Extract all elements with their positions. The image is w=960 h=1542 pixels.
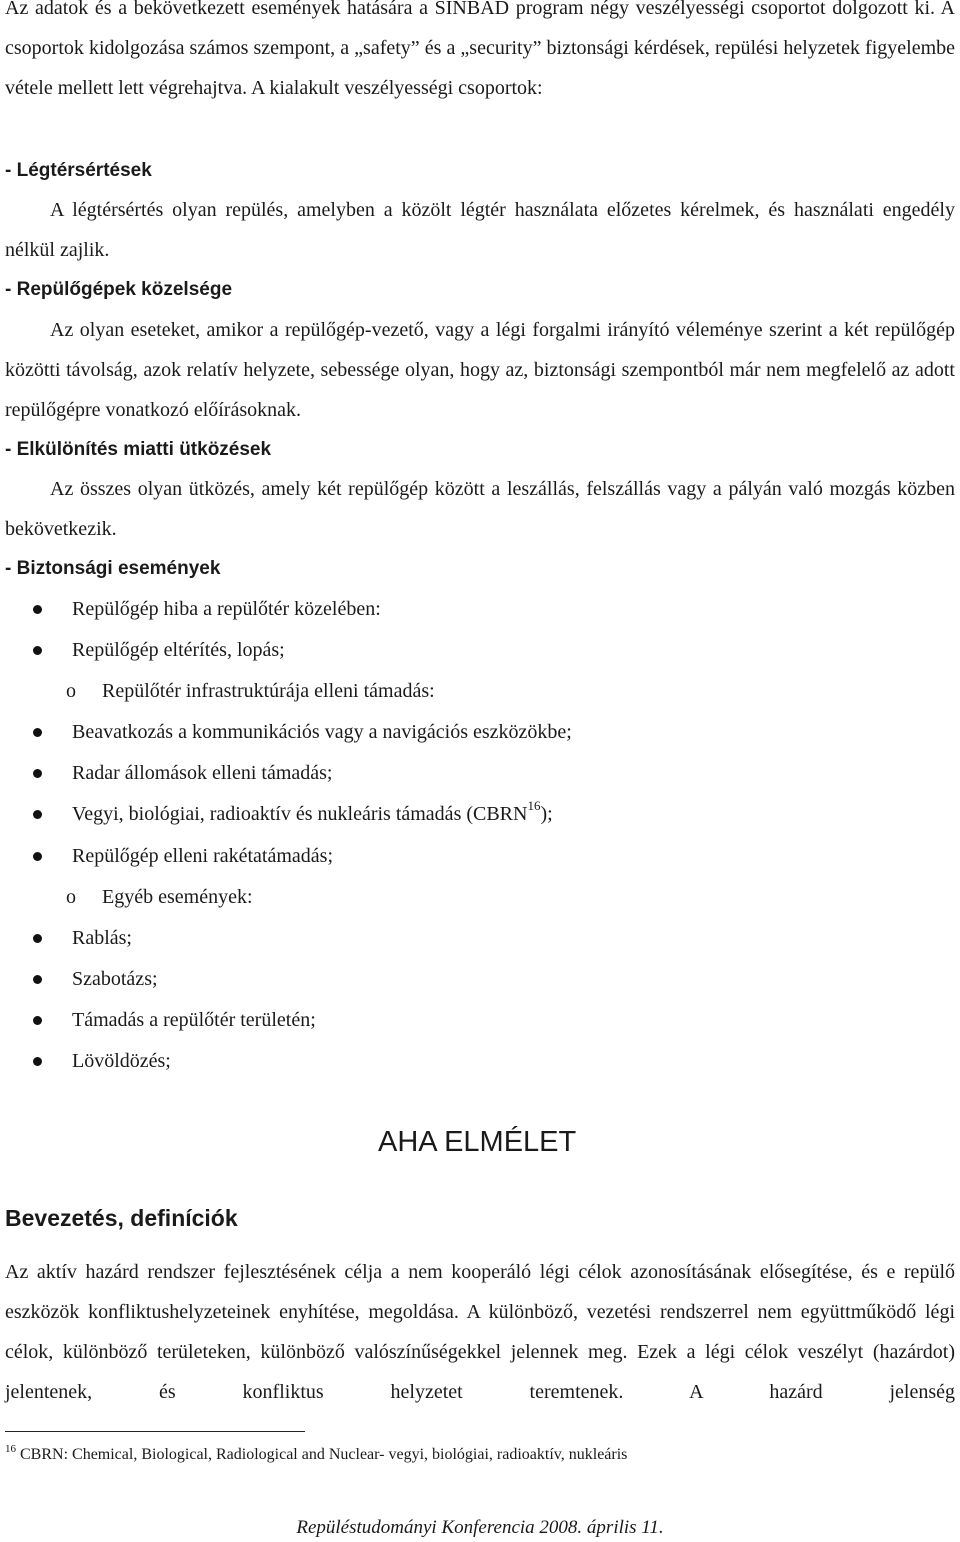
heading-legtersertesek: - Légtérsértések (5, 160, 152, 181)
bullet-icon (33, 934, 42, 943)
bullet-icon (33, 810, 42, 819)
document-page: Az adatok és a bekövetkezett események hatására a SINBAD program négy veszélyességi csoportot dolgozott ki. A csoportok kidolgozása számos szempont, a „safety” és a „security” biztonsági kérdések, repülési helyzetek figyelembe vétele mellett lett végrehajtva. A kialakult veszélyességi csoportok: - Légtérsértések A légtérsértés olyan repülés, amelyben a közölt légtér használata előzetes kérelmek, és használati engedély nélkül zajlik. - Repülőgépek közelsége Az olyan eseteket, amikor a repülőgép-vezető, vagy a légi forgalmi irányító véleménye szerint a két repülőgép közötti távolság, azok relatív helyzete, sebessége olyan, hogy az, biztonsági szempontból már nem megfelelő az adott repülőgépre vonatkozó előírásoknak. - Elkülönítés miatti ütközések Az összes olyan ütközés, amely két repülőgép között a leszállás, felszállás vagy a pályán való mozgás közben bekövetkezik. - Biztonsági események Repülőgép hiba a repülőtér közelében: Repülőgép eltérítés, lopás; o Repülőtér infrastruktúrája elleni támadás: Beavatkozás a kommunikációs vagy a navigációs eszközökbe; Radar állomások elleni támadás; Vegyi, biológiai, radioaktív és nukleáris támadás (CBRN$^{16}$); Repülőgép elleni rakétatámadás; o Egyéb események: Rablás; Szabotázs; Támadás a repülőtér területén; Lövöldözés; AHA ELMÉLET Bevezetés, definíciók Az aktív hazárd rendszer fejlesztésének célja a nem kooperáló légi célok azonosításának elősegítése, és e repülő eszközök konfliktushelyzeteinek enyhítése, megoldása. A különböző, vezetési rendszerrel nem együttműködő légi célok, különböző területeken, különböző valószínűségekkel jelennek meg. Ezek a légi célok veszélyt (hazárdot) jelentenek, és konfliktus helyzetet teremtenek. A hazárd jelenség $^{16}$ CBRN: Chemical, Biological, Radiological and Nuclear- vegyi, biológiai, radioaktív, nukleáris Repüléstudományi Konferencia 2008. április 11. (0, 0, 960, 1541)
repulogepek-kozelsege-text: Az olyan eseteket, amikor a repülőgép-vezető, vagy a légi forgalmi irányító véleménye szerint a két repülőgép közötti távolság, azok relatív helyzete, sebessége olyan, hogy az, biztonsági szempontból már nem megfelelő az adott repülőgépre vonatkozó előírásoknak. (5, 319, 955, 421)
section-subtitle: Bevezetés, definíciók (5, 1205, 238, 1231)
bullet-icon (33, 646, 42, 655)
elkulonites-text: Az összes olyan ütközés, amely két repülőgép között a leszállás, felszállás vagy a pályán való mozgás közben bekövetkezik. (5, 478, 955, 540)
section-title: AHA ELMÉLET (378, 1126, 577, 1158)
bullet-icon (33, 1016, 42, 1025)
bullet-icon (33, 769, 42, 778)
intro-paragraph: Az adatok és a bekövetkezett események hatására a SINBAD program négy veszélyességi csoportot dolgozott ki. A csoportok kidolgozása számos szempont, a „safety” és a „security” biztonsági kérdések, repülési helyzetek figyelembe vétele mellett lett végrehajtva. A kialakult veszélyességi csoportok: (5, 0, 955, 99)
bullet-icon (33, 1057, 42, 1066)
circle-marker-icon: o (66, 680, 76, 702)
footnote (5, 1443, 627, 1467)
bullet-icon (33, 852, 42, 861)
bullet-icon (33, 605, 42, 614)
bullet-icon (33, 975, 42, 984)
page-footer: Repüléstudományi Konferencia 2008. április 11. (296, 1517, 664, 1538)
footnote-divider (5, 1431, 305, 1432)
section-paragraph: Az aktív hazárd rendszer fejlesztésének célja a nem kooperáló légi célok azonosításának elősegítése, és e repülő eszközök konfliktushelyzeteinek enyhítése, megoldása. A különböző, vezetési rendszerrel nem együttműködő légi célok, különböző területeken, különböző valószínűségekkel jelennek meg. Ezek a légi célok veszélyt (hazárdot) jelentenek, és konfliktus helyzetet teremtenek. A hazárd jelenség (5, 1261, 955, 1403)
circle-marker-icon: o (66, 886, 76, 908)
heading-repulogepek-kozelsege: - Repülőgépek közelsége (5, 279, 233, 300)
footnote-ref: 16 (527, 798, 541, 814)
footnote-text: CBRN: Chemical, Biological, Radiological and Nuclear- vegyi, biológiai, radioaktív, nukleáris (20, 1446, 628, 1463)
heading-biztonsagi-esemenyek: - Biztonsági események (5, 558, 221, 579)
footnote-marker: 16 (5, 1442, 16, 1455)
legtersertesek-text: A légtérsértés olyan repülés, amelyben a közölt légtér használata előzetes kérelmek, és használati engedély nélkül zajlik. (5, 199, 955, 261)
heading-elkulonites: - Elkülönítés miatti ütközések (5, 439, 272, 460)
bullet-icon (33, 728, 42, 737)
